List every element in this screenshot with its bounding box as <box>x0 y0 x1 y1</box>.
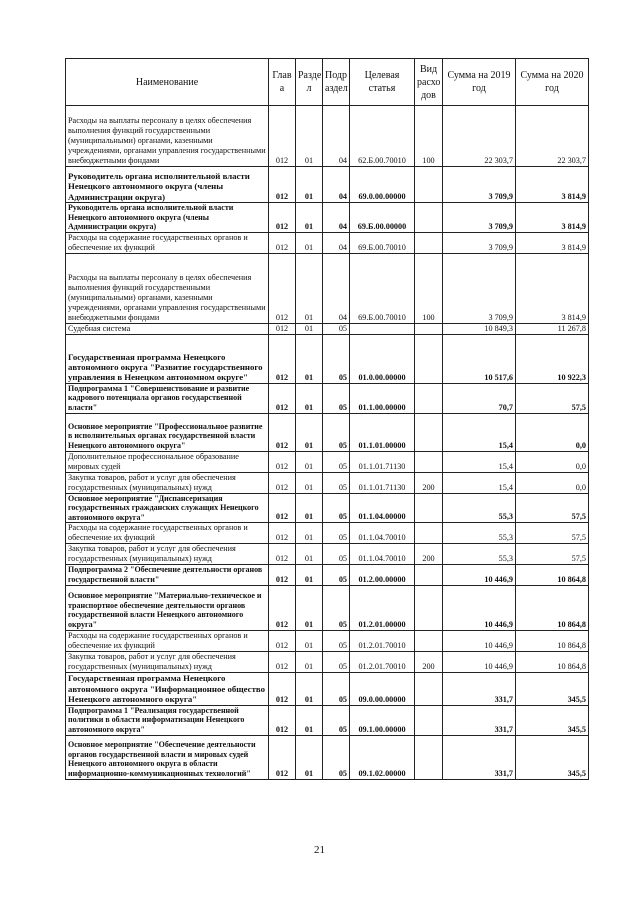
cell-glava: 012 <box>269 167 296 203</box>
cell-podrazdel: 05 <box>323 585 350 630</box>
cell-vid <box>415 334 443 383</box>
cell-vid: 200 <box>415 651 443 672</box>
cell-sum2019: 10 849,3 <box>443 323 516 334</box>
cell-glava: 012 <box>269 253 296 323</box>
cell-sum2019: 10 517,6 <box>443 334 516 383</box>
header-name: Наименование <box>66 59 269 106</box>
cell-sum2019: 3 709,9 <box>443 167 516 203</box>
cell-sum2020: 3 814,9 <box>516 232 589 253</box>
cell-sum2019: 10 446,9 <box>443 630 516 651</box>
cell-target: 69.Б.00.00000 <box>350 203 415 233</box>
cell-sum2019: 15,4 <box>443 472 516 493</box>
cell-podrazdel: 05 <box>323 705 350 735</box>
cell-vid <box>415 705 443 735</box>
cell-name: Расходы на содержание государственных органов и обеспечение их функций <box>66 232 269 253</box>
header-podrazdel: Подр аздел <box>323 59 350 106</box>
table-row <box>66 705 589 735</box>
header-vid: Вид расхо дов <box>415 59 443 106</box>
cell-sum2019: 3 709,9 <box>443 232 516 253</box>
cell-glava: 012 <box>269 493 296 523</box>
cell-sum2020: 3 814,9 <box>516 167 589 203</box>
cell-razdel: 01 <box>296 203 323 233</box>
cell-sum2020: 57,5 <box>516 383 589 413</box>
cell-vid: 200 <box>415 472 443 493</box>
cell-razdel: 01 <box>296 472 323 493</box>
cell-razdel: 01 <box>296 383 323 413</box>
cell-target: 69.Б.00.70010 <box>350 253 415 323</box>
cell-name: Закупка товаров, работ и услуг для обеспечения государственных (муниципальных) нужд <box>66 651 269 672</box>
cell-podrazdel: 05 <box>323 472 350 493</box>
cell-razdel: 01 <box>296 106 323 167</box>
cell-sum2020: 57,5 <box>516 523 589 544</box>
cell-name: Дополнительное профессиональное образование мировых судей <box>66 451 269 472</box>
budget-table <box>65 58 589 780</box>
cell-vid <box>415 167 443 203</box>
cell-glava: 012 <box>269 472 296 493</box>
cell-vid <box>415 203 443 233</box>
table-row <box>66 585 589 630</box>
cell-sum2020: 345,5 <box>516 735 589 779</box>
cell-name: Государственная программа Ненецкого автономного округа "Развитие государственного управления в Ненецком автономном округе" <box>66 334 269 383</box>
cell-name: Закупка товаров, работ и услуг для обеспечения государственных (муниципальных) нужд <box>66 472 269 493</box>
table-row <box>66 232 589 253</box>
cell-vid <box>415 565 443 585</box>
table-row <box>66 167 589 203</box>
page-number: 21 <box>314 844 325 856</box>
cell-name: Подпрограмма 1 "Совершенствование и развитие кадрового потенциала органов государственной власти" <box>66 383 269 413</box>
cell-sum2020: 10 864,8 <box>516 585 589 630</box>
cell-razdel: 01 <box>296 544 323 565</box>
header-target: Целевая статья <box>350 59 415 106</box>
cell-glava: 012 <box>269 523 296 544</box>
cell-razdel: 01 <box>296 735 323 779</box>
cell-vid <box>415 672 443 705</box>
cell-podrazdel: 05 <box>323 493 350 523</box>
cell-name: Судебная система <box>66 323 269 334</box>
table-row <box>66 472 589 493</box>
table-row <box>66 106 589 167</box>
cell-sum2019: 331,7 <box>443 735 516 779</box>
cell-vid: 100 <box>415 253 443 323</box>
table-row <box>66 735 589 779</box>
table-row <box>66 565 589 585</box>
cell-target: 01.2.01.00000 <box>350 585 415 630</box>
table-header-row <box>66 59 589 106</box>
cell-name: Расходы на выплаты персоналу в целях обеспечения выполнения функций государственными (муниципальными) органами, казенными учреждениями, органами управления государственными внебюджетными фондами <box>66 106 269 167</box>
cell-podrazdel: 05 <box>323 565 350 585</box>
header-sum-2019: Сумма на 2019 год <box>443 59 516 106</box>
cell-razdel: 01 <box>296 705 323 735</box>
cell-podrazdel: 04 <box>323 203 350 233</box>
cell-sum2019: 10 446,9 <box>443 585 516 630</box>
header-glava: Глав а <box>269 59 296 106</box>
cell-razdel: 01 <box>296 334 323 383</box>
cell-razdel: 01 <box>296 493 323 523</box>
cell-glava: 012 <box>269 334 296 383</box>
cell-razdel: 01 <box>296 672 323 705</box>
cell-target: 01.1.04.70010 <box>350 544 415 565</box>
cell-sum2019: 70,7 <box>443 383 516 413</box>
cell-sum2019: 15,4 <box>443 413 516 451</box>
cell-vid <box>415 383 443 413</box>
table-row <box>66 334 589 383</box>
cell-sum2020: 3 814,9 <box>516 253 589 323</box>
cell-vid <box>415 523 443 544</box>
cell-glava: 012 <box>269 735 296 779</box>
cell-glava: 012 <box>269 585 296 630</box>
cell-sum2019: 3 709,9 <box>443 253 516 323</box>
table-row <box>66 203 589 233</box>
table-row <box>66 523 589 544</box>
cell-razdel: 01 <box>296 451 323 472</box>
cell-sum2019: 10 446,9 <box>443 651 516 672</box>
cell-vid <box>415 413 443 451</box>
cell-podrazdel: 05 <box>323 544 350 565</box>
cell-glava: 012 <box>269 451 296 472</box>
cell-razdel: 01 <box>296 232 323 253</box>
cell-target: 01.2.01.70010 <box>350 630 415 651</box>
cell-vid <box>415 323 443 334</box>
cell-glava: 012 <box>269 705 296 735</box>
cell-glava: 012 <box>269 323 296 334</box>
cell-sum2019: 3 709,9 <box>443 203 516 233</box>
cell-sum2019: 10 446,9 <box>443 565 516 585</box>
cell-sum2020: 10 864,8 <box>516 630 589 651</box>
cell-podrazdel: 05 <box>323 735 350 779</box>
table-body <box>66 106 589 780</box>
cell-target: 09.0.00.00000 <box>350 672 415 705</box>
cell-name: Подпрограмма 1 "Реализация государственной политики в области информатизации Ненецкого автономного округа" <box>66 705 269 735</box>
cell-glava: 012 <box>269 106 296 167</box>
table-row <box>66 323 589 334</box>
cell-sum2020: 0,0 <box>516 472 589 493</box>
header-sum-2020: Сумма на 2020 год <box>516 59 589 106</box>
cell-vid: 100 <box>415 106 443 167</box>
cell-target: 09.1.02.00000 <box>350 735 415 779</box>
cell-sum2020: 22 303,7 <box>516 106 589 167</box>
cell-name: Закупка товаров, работ и услуг для обеспечения государственных (муниципальных) нужд <box>66 544 269 565</box>
cell-razdel: 01 <box>296 585 323 630</box>
cell-target: 01.2.00.00000 <box>350 565 415 585</box>
cell-target: 01.1.00.00000 <box>350 383 415 413</box>
cell-sum2020: 0,0 <box>516 413 589 451</box>
table-row <box>66 383 589 413</box>
cell-podrazdel: 04 <box>323 253 350 323</box>
cell-glava: 012 <box>269 203 296 233</box>
cell-name: Расходы на содержание государственных органов и обеспечение их функций <box>66 630 269 651</box>
cell-vid <box>415 451 443 472</box>
cell-razdel: 01 <box>296 630 323 651</box>
cell-glava: 012 <box>269 651 296 672</box>
cell-sum2020: 10 864,8 <box>516 565 589 585</box>
cell-razdel: 01 <box>296 651 323 672</box>
table-row <box>66 451 589 472</box>
cell-name: Руководитель органа исполнительной власти Ненецкого автономного округа (члены Администрации округа) <box>66 167 269 203</box>
cell-sum2020: 57,5 <box>516 544 589 565</box>
cell-target <box>350 323 415 334</box>
cell-target: 01.1.01.71130 <box>350 451 415 472</box>
cell-podrazdel: 05 <box>323 334 350 383</box>
cell-podrazdel: 05 <box>323 451 350 472</box>
cell-razdel: 01 <box>296 253 323 323</box>
cell-vid <box>415 585 443 630</box>
cell-glava: 012 <box>269 544 296 565</box>
cell-podrazdel: 05 <box>323 383 350 413</box>
cell-razdel: 01 <box>296 413 323 451</box>
cell-sum2020: 345,5 <box>516 672 589 705</box>
cell-razdel: 01 <box>296 167 323 203</box>
cell-razdel: 01 <box>296 523 323 544</box>
cell-sum2019: 15,4 <box>443 451 516 472</box>
table-row <box>66 651 589 672</box>
cell-glava: 012 <box>269 383 296 413</box>
cell-sum2020: 345,5 <box>516 705 589 735</box>
cell-sum2020: 57,5 <box>516 493 589 523</box>
cell-vid <box>415 493 443 523</box>
cell-podrazdel: 04 <box>323 167 350 203</box>
cell-glava: 012 <box>269 672 296 705</box>
cell-glava: 012 <box>269 565 296 585</box>
cell-podrazdel: 05 <box>323 630 350 651</box>
table-row <box>66 413 589 451</box>
cell-razdel: 01 <box>296 565 323 585</box>
cell-sum2019: 331,7 <box>443 705 516 735</box>
cell-sum2019: 22 303,7 <box>443 106 516 167</box>
cell-glava: 012 <box>269 232 296 253</box>
cell-name: Основное мероприятие "Материально-техническое и транспортное обеспечение деятельности органов государственной власти Ненецкого автономного округа" <box>66 585 269 630</box>
table-row <box>66 672 589 705</box>
cell-podrazdel: 05 <box>323 672 350 705</box>
cell-vid <box>415 630 443 651</box>
cell-target: 01.0.00.00000 <box>350 334 415 383</box>
cell-name: Основное мероприятие "Профессиональное развитие в исполнительных органах государственной власти Ненецкого автономного округа" <box>66 413 269 451</box>
cell-sum2019: 55,3 <box>443 544 516 565</box>
cell-sum2020: 10 922,3 <box>516 334 589 383</box>
cell-name: Руководитель органа исполнительной власти Ненецкого автономного округа (члены Администрации округа) <box>66 203 269 233</box>
cell-name: Расходы на содержание государственных органов и обеспечение их функций <box>66 523 269 544</box>
cell-sum2019: 331,7 <box>443 672 516 705</box>
cell-target: 01.1.04.70010 <box>350 523 415 544</box>
cell-podrazdel: 04 <box>323 106 350 167</box>
cell-target: 62.Б.00.70010 <box>350 106 415 167</box>
cell-podrazdel: 05 <box>323 323 350 334</box>
cell-vid: 200 <box>415 544 443 565</box>
cell-podrazdel: 05 <box>323 523 350 544</box>
table-row <box>66 253 589 323</box>
cell-target: 69.0.00.00000 <box>350 167 415 203</box>
cell-sum2020: 11 267,8 <box>516 323 589 334</box>
table-row <box>66 493 589 523</box>
cell-podrazdel: 05 <box>323 413 350 451</box>
cell-name: Основное мероприятие "Диспансеризация государственных гражданских служащих Ненецкого автономного округа" <box>66 493 269 523</box>
cell-glava: 012 <box>269 630 296 651</box>
cell-vid <box>415 735 443 779</box>
cell-sum2019: 55,3 <box>443 523 516 544</box>
cell-glava: 012 <box>269 413 296 451</box>
table-row <box>66 544 589 565</box>
table-row <box>66 630 589 651</box>
cell-vid <box>415 232 443 253</box>
cell-target: 01.1.04.00000 <box>350 493 415 523</box>
cell-name: Государственная программа Ненецкого автономного округа "Информационное общество Ненецкого автономного округа" <box>66 672 269 705</box>
cell-sum2020: 10 864,8 <box>516 651 589 672</box>
cell-target: 09.1.00.00000 <box>350 705 415 735</box>
cell-target: 01.1.01.00000 <box>350 413 415 451</box>
cell-razdel: 01 <box>296 323 323 334</box>
cell-target: 69.Б.00.70010 <box>350 232 415 253</box>
cell-podrazdel: 05 <box>323 651 350 672</box>
cell-target: 01.2.01.70010 <box>350 651 415 672</box>
cell-podrazdel: 04 <box>323 232 350 253</box>
cell-target: 01.1.01.71130 <box>350 472 415 493</box>
cell-name: Основное мероприятие "Обеспечение деятельности органов государственной власти и мировых судей Ненецкого автономного округа в области информационно-коммуникационных технологий" <box>66 735 269 779</box>
cell-sum2019: 55,3 <box>443 493 516 523</box>
cell-name: Расходы на выплаты персоналу в целях обеспечения выполнения функций государственными (муниципальными) органами, казенными учреждениями, органами управления государственными внебюджетными фондами <box>66 253 269 323</box>
cell-sum2020: 3 814,9 <box>516 203 589 233</box>
header-razdel: Разде л <box>296 59 323 106</box>
cell-name: Подпрограмма 2 "Обеспечение деятельности органов государственной власти" <box>66 565 269 585</box>
cell-sum2020: 0,0 <box>516 451 589 472</box>
